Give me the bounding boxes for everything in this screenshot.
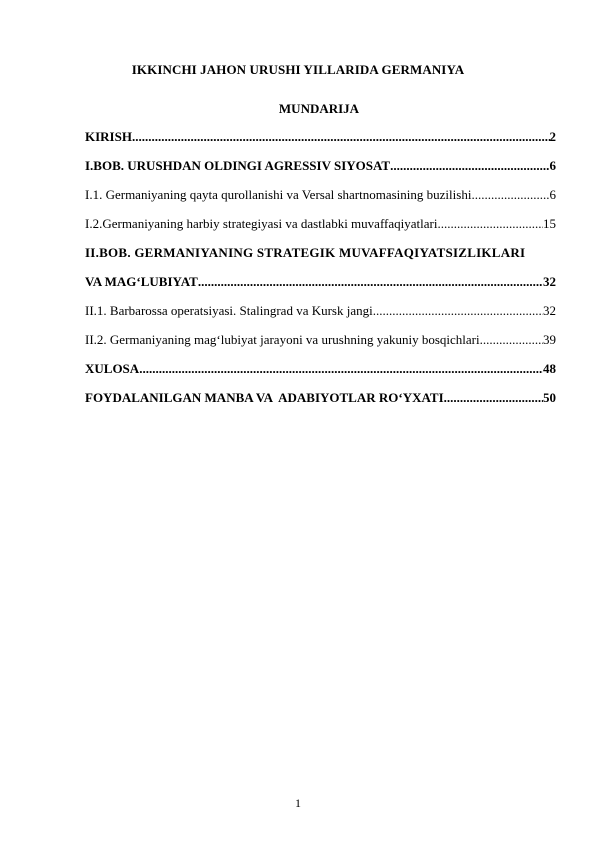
toc-entry-chapter-1[interactable] (85, 158, 556, 176)
toc-entry-page: 6 (549, 158, 556, 173)
toc-entry-section-1-1[interactable] (85, 187, 556, 205)
toc-heading: MUNDARIJA (278, 101, 360, 116)
toc-entry-label: I.1. Germaniyaning qayta qurollanishi va Versal shartnomasining buzilishi (85, 187, 472, 202)
toc-entry-page: 39 (543, 332, 556, 347)
toc-entry-label: XULOSA (85, 361, 140, 376)
toc-entry-page: 15 (543, 216, 556, 231)
toc-entry-label: II.BOB. GERMANIYANING STRATEGIK MUVAFFAQIYATSIZLIKLARI (85, 245, 526, 260)
toc-entry-xulosa[interactable] (85, 361, 556, 379)
toc-entry-label: II.2. Germaniyaning mag‘lubiyat jarayoni va urushning yakuniy bosqichlari (85, 332, 480, 347)
toc-entry-label: I.2.Germaniyaning harbiy strategiyasi va dastlabki muvaffaqiyatlari (85, 216, 438, 231)
toc-dot-leader (390, 158, 549, 174)
toc-dot-leader (373, 303, 543, 319)
toc-entry-page: 50 (543, 390, 556, 405)
toc-dot-leader (198, 274, 543, 290)
toc-entry-page: 6 (549, 187, 556, 202)
toc-entry-label: KIRISH (85, 129, 132, 144)
toc-entry-section-1-2[interactable] (85, 216, 556, 234)
toc-entry-bibliography[interactable] (85, 390, 556, 408)
toc-dot-leader (480, 332, 543, 348)
toc-entry-page: 32 (543, 303, 556, 318)
toc-dot-leader (139, 361, 543, 377)
toc-dot-leader (471, 187, 549, 203)
document-title: IKKINCHI JAHON URUSHI YILLARIDA GERMANIYA (131, 62, 465, 77)
toc-entry-label: II.1. Barbarossa operatsiyasi. Stalingrad va Kursk jangi (85, 303, 373, 318)
toc-entry-page: 32 (543, 274, 556, 289)
toc-entry-chapter-2-line-1[interactable] (85, 245, 556, 263)
toc-dot-leader (132, 129, 550, 145)
page-number: 1 (295, 796, 301, 810)
toc-entry-label: I.BOB. URUSHDAN OLDINGI AGRESSIV SIYOSAT (85, 158, 391, 173)
toc-dot-leader (437, 216, 543, 232)
toc-entry-section-2-1[interactable] (85, 303, 556, 321)
toc-entry-page: 2 (549, 129, 556, 144)
toc-entry-page: 48 (543, 361, 556, 376)
toc-entry-label: FOYDALANILGAN MANBA VA ADABIYOTLAR RO‘YXATI (85, 390, 444, 405)
toc-entry-chapter-2-line-2[interactable] (85, 274, 556, 292)
toc-entry-kirish[interactable] (85, 129, 556, 147)
toc-entry-section-2-2[interactable] (85, 332, 556, 350)
toc-dot-leader (444, 390, 543, 406)
toc-entry-label: VA MAG‘LUBIYAT (85, 274, 198, 289)
